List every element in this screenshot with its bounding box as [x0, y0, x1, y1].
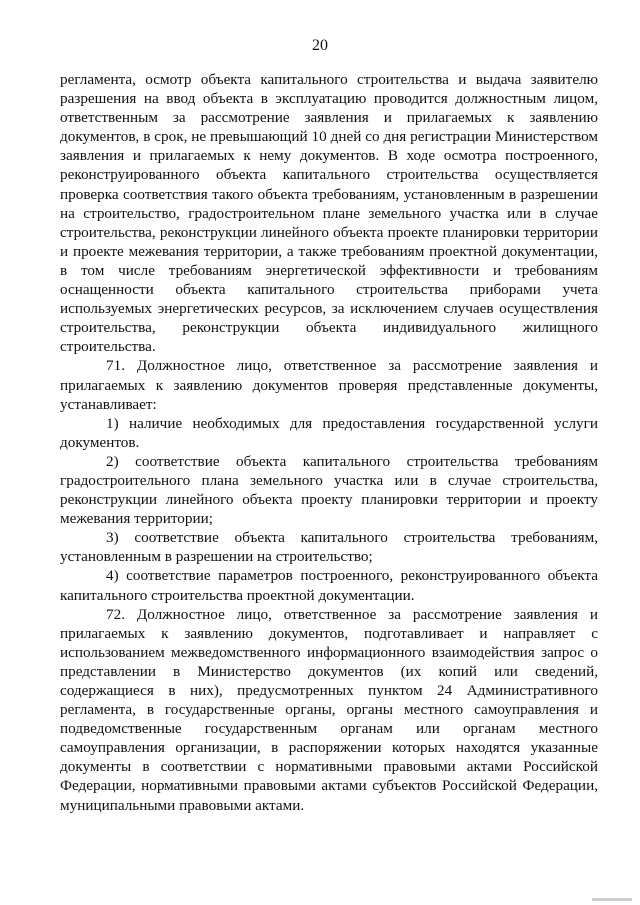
page-number: 20: [312, 37, 328, 54]
paragraph-continuation: регламента, осмотр объекта капитального строительства и выдача заявителю разрешения на ввод объекта в эксплуатацию проводится должностным лицом, ответственным за рассмотрение заявления и прилагаемых к заявлению документов, в срок, не превышающий 10 дней со дня регистрации Министерством заявления и прилагаемых к нему документов. В ходе осмотра построенного, реконструированного объекта капитального строительства осуществляется проверка соответствия такого объекта требованиям, установленным в разрешении на строительство, градостроительном плане земельного участка или в случае строительства, реконструкции линейного объекта проекте планировки территории и проекте межевания территории, а также требованиям проектной документации, в том числе требованиям энергетической эффективности и требованиям оснащенности объекта капитального строительства приборами учета используемых энергетических ресурсов, за исключением случаев осуществления строительства, реконструкции объекта индивидуального жилищного строительства.: [60, 71, 598, 356]
document-body: [60, 70, 598, 815]
list-item-4: 4) соответствие параметров построенного, реконструированного объекта капитального строительства проектной документации.: [60, 567, 598, 604]
paragraph-72: 72. Должностное лицо, ответственное за рассмотрение заявления и прилагаемых к заявлению документов, подготавливает и направляет с использованием межведомственного информационного взаимодействия запрос о представлении в Министерство документов (их копий или сведений, содержащиеся в них), предусмотренных пунктом 24 Административного регламента, в государственные органы, органы местного самоуправления и подведомственные государственным органам или органам местного самоуправления организации, в распоряжении которых находятся указанные документы в соответствии с нормативными правовыми актами Российской Федерации, нормативными правовыми актами субъектов Российской Федерации, муниципальными правовыми актами.: [60, 605, 598, 814]
list-item-2: 2) соответствие объекта капитального строительства требованиям градостроительного плана земельного участка или в случае строительства, реконструкции линейного объекта проекту планировки территории и проекту межевания территории;: [60, 452, 598, 528]
list-item-3: 3) соответствие объекта капитального строительства требованиям, установленным в разрешении на строительство;: [60, 529, 598, 566]
paragraph-71: 71. Должностное лицо, ответственное за рассмотрение заявления и прилагаемых к заявлению документов проверяя представленные документы, устанавливает:: [60, 357, 598, 413]
list-item-1: 1) наличие необходимых для предоставления государственной услуги документов.: [60, 414, 598, 451]
scan-edge-mark: [592, 898, 632, 901]
